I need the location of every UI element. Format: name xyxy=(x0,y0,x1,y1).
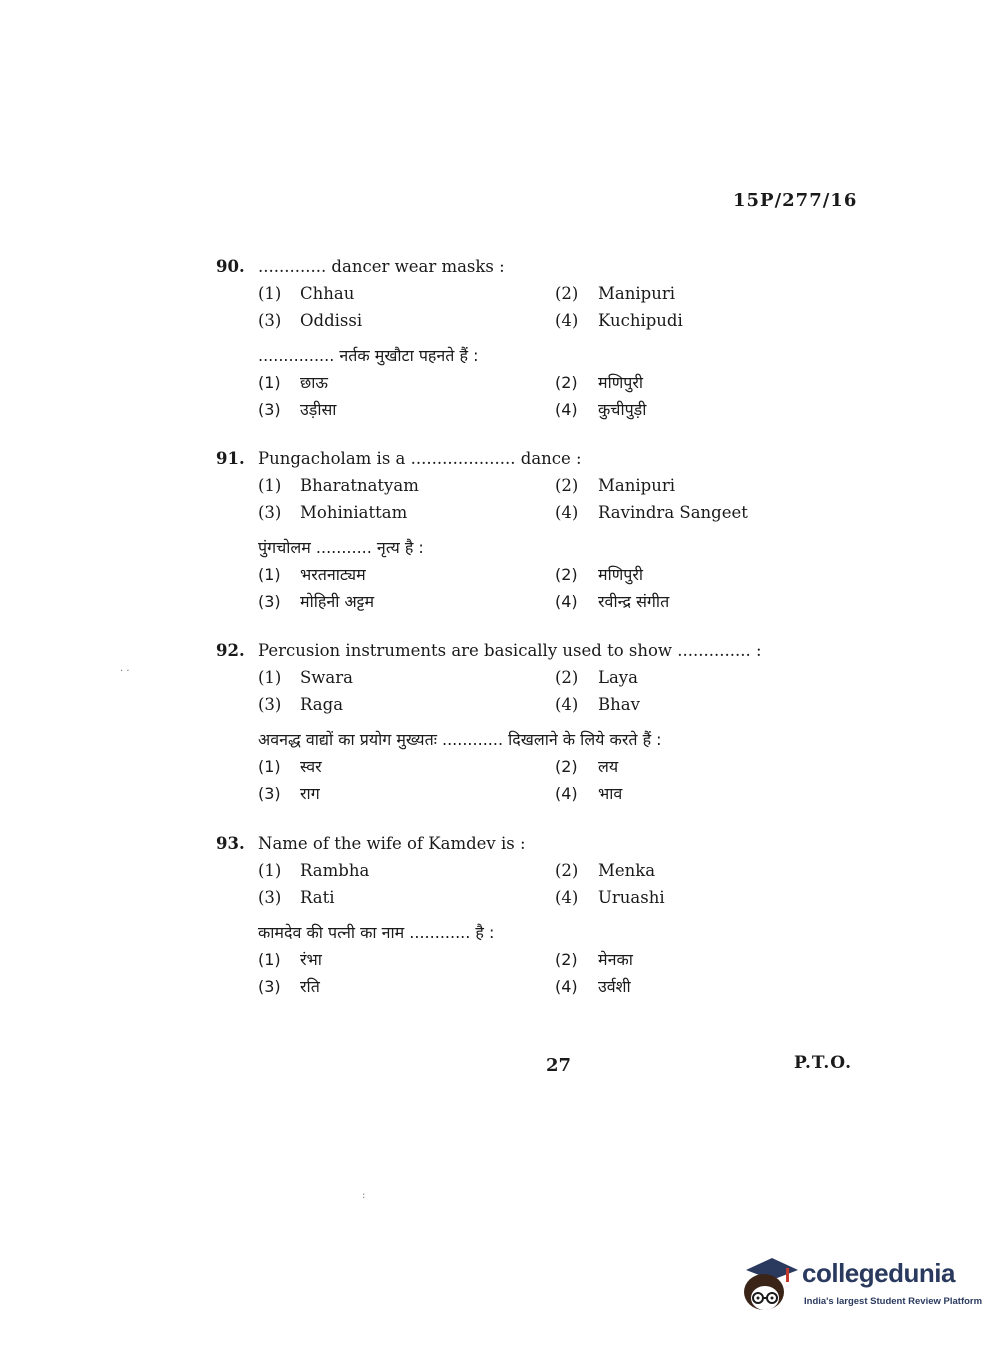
option-text: लय xyxy=(598,757,619,776)
option-text: छाऊ xyxy=(300,373,328,392)
option-row xyxy=(216,396,856,423)
question-block xyxy=(216,445,856,615)
option-text: Ravindra Sangeet xyxy=(598,503,748,522)
option-text: रंभा xyxy=(300,950,322,969)
option-text: भाव xyxy=(598,784,623,803)
option-text: Rati xyxy=(300,888,335,907)
question-text-hindi: अवनद्ध वाद्यों का प्रयोग मुख्यतः ............ दिखलाने के लिये करते हैं : xyxy=(258,730,662,749)
option-row xyxy=(216,780,856,807)
option-number: (1) xyxy=(258,476,282,495)
logo-tagline: India's largest Student Review Platform xyxy=(804,1296,983,1307)
option-number: (2) xyxy=(555,284,579,303)
option-text: Uruashi xyxy=(598,888,665,907)
option-text: रवीन्द्र संगीत xyxy=(598,592,670,611)
option-row xyxy=(216,307,856,334)
option-number: (1) xyxy=(258,861,282,880)
pto-label: P.T.O. xyxy=(794,1053,852,1073)
option-number: (4) xyxy=(555,503,579,522)
option-text: उर्वशी xyxy=(598,977,631,996)
option-row xyxy=(216,280,856,307)
option-number: (2) xyxy=(555,565,578,584)
option-number: (2) xyxy=(555,757,578,776)
option-text: भरतनाट्यम xyxy=(300,565,366,584)
option-number: (4) xyxy=(555,311,579,330)
question-text-hindi: पुंगचोलम ........... नृत्य है : xyxy=(258,538,424,557)
option-number: (4) xyxy=(555,400,578,419)
option-row xyxy=(216,691,856,718)
question-text-hindi: कामदेव की पत्नी का नाम ............ है : xyxy=(258,923,495,942)
option-number: (1) xyxy=(258,373,281,392)
option-text: उड़ीसा xyxy=(300,400,337,419)
option-number: (3) xyxy=(258,695,282,714)
question-text: Name of the wife of Kamdev is : xyxy=(258,834,526,853)
option-row xyxy=(216,472,856,499)
option-row xyxy=(216,857,856,884)
option-text: रति xyxy=(300,977,320,996)
option-number: (4) xyxy=(555,695,579,714)
option-number: (2) xyxy=(555,668,579,687)
option-text: Swara xyxy=(300,668,353,687)
option-row xyxy=(216,561,856,588)
option-text: Mohiniattam xyxy=(300,503,408,522)
option-number: (4) xyxy=(555,592,578,611)
option-text: स्वर xyxy=(300,757,322,776)
option-number: (1) xyxy=(258,757,281,776)
option-row xyxy=(216,973,856,1000)
question-number: 90. xyxy=(216,257,245,276)
option-row xyxy=(216,369,856,396)
option-row xyxy=(216,664,856,691)
option-number: (1) xyxy=(258,565,281,584)
question-number: 92. xyxy=(216,641,245,660)
question-number: 91. xyxy=(216,449,245,468)
collegedunia-logo xyxy=(742,1250,983,1320)
option-number: (1) xyxy=(258,950,281,969)
question-text: Pungacholam is a .................... dance : xyxy=(258,449,582,468)
graduate-cap-face-icon xyxy=(742,1250,800,1320)
option-number: (3) xyxy=(258,311,282,330)
question-block xyxy=(216,253,856,423)
option-number: (2) xyxy=(555,373,578,392)
option-number: (3) xyxy=(258,888,282,907)
question-block xyxy=(216,830,856,1000)
option-text: Kuchipudi xyxy=(598,311,683,330)
option-number: (3) xyxy=(258,503,282,522)
option-row xyxy=(216,753,856,780)
option-text: Bhav xyxy=(598,695,640,714)
option-row xyxy=(216,588,856,615)
question-block xyxy=(216,637,856,807)
option-text: Chhau xyxy=(300,284,355,303)
option-text: राग xyxy=(300,784,320,803)
option-row xyxy=(216,884,856,911)
option-text: Rambha xyxy=(300,861,370,880)
option-number: (2) xyxy=(555,861,579,880)
question-text: ............. dancer wear masks : xyxy=(258,257,505,276)
option-text: Raga xyxy=(300,695,344,714)
paper-code: 15P/277/16 xyxy=(733,190,858,211)
logo-wordmark: collegedunia xyxy=(802,1258,955,1288)
option-text: Manipuri xyxy=(598,476,675,495)
scan-speck: : xyxy=(362,1190,366,1201)
question-number: 93. xyxy=(216,834,245,853)
scan-speck: · · xyxy=(120,666,130,677)
option-number: (3) xyxy=(258,977,281,996)
option-text: Manipuri xyxy=(598,284,675,303)
option-number: (3) xyxy=(258,592,281,611)
option-text: मणिपुरी xyxy=(598,373,644,392)
option-text: मेनका xyxy=(598,950,633,969)
option-number: (2) xyxy=(555,950,578,969)
option-text: कुचीपुड़ी xyxy=(598,400,647,419)
option-text: मणिपुरी xyxy=(598,565,644,584)
option-text: Oddissi xyxy=(300,311,363,330)
page-number: 27 xyxy=(546,1055,572,1076)
option-row xyxy=(216,946,856,973)
option-number: (1) xyxy=(258,284,282,303)
option-text: Bharatnatyam xyxy=(300,476,419,495)
option-number: (4) xyxy=(555,784,578,803)
question-text-hindi: ............... नर्तक मुखौटा पहनते हैं : xyxy=(258,346,479,365)
option-row xyxy=(216,499,856,526)
option-number: (3) xyxy=(258,400,281,419)
option-text: मोहिनी अट्टम xyxy=(300,592,375,611)
question-text: Percusion instruments are basically used to show .............. : xyxy=(258,641,762,660)
option-number: (1) xyxy=(258,668,282,687)
option-number: (2) xyxy=(555,476,579,495)
option-text: Menka xyxy=(598,861,656,880)
option-number: (4) xyxy=(555,977,578,996)
option-text: Laya xyxy=(598,668,638,687)
option-number: (4) xyxy=(555,888,579,907)
option-number: (3) xyxy=(258,784,281,803)
